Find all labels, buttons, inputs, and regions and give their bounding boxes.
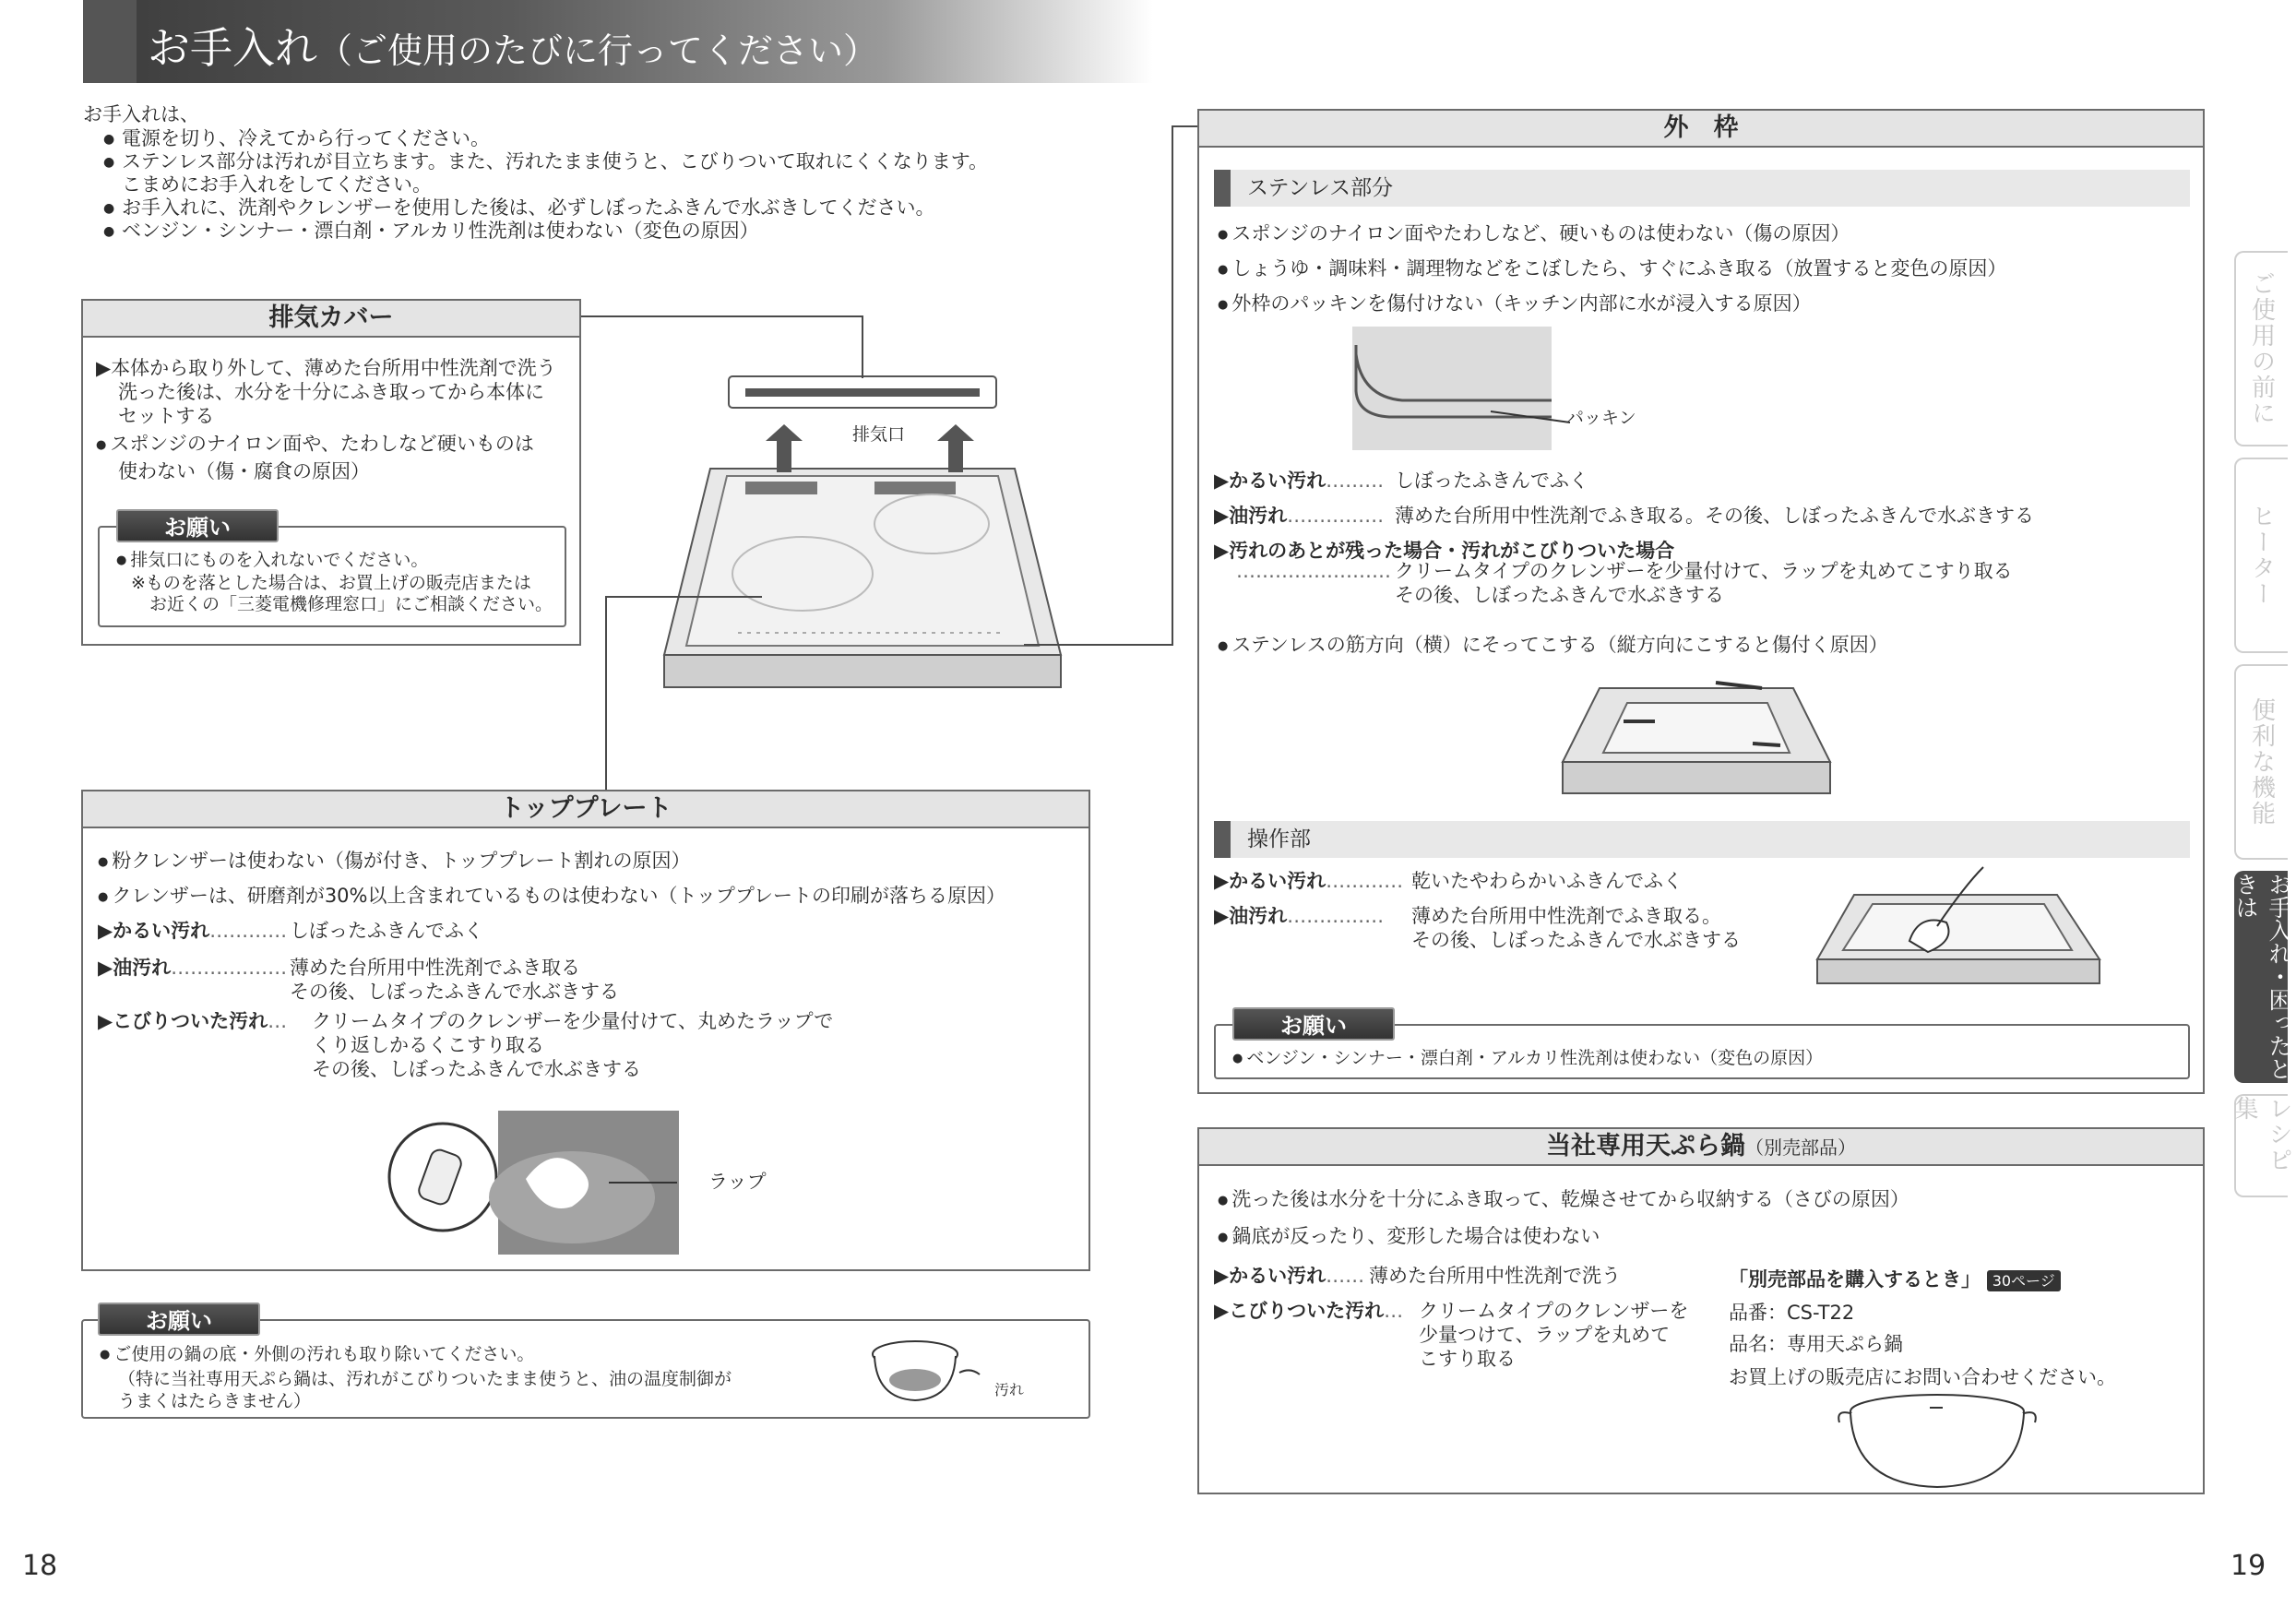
method-label: ▶汚れのあとが残った場合・汚れがこびりついた場合 — [1214, 540, 1675, 562]
page-ref-badge[interactable]: 30ページ — [1987, 1270, 2061, 1291]
leader-line — [605, 596, 762, 598]
method-label: ▶かるい汚れ — [1214, 470, 1326, 492]
onegai-tag: お願い — [116, 509, 279, 542]
onegai-text: うまくはたらきません） — [118, 1391, 312, 1411]
control-wiping-illustration — [1817, 867, 2103, 987]
method-label: ▶かるい汚れ — [98, 920, 210, 942]
tempura-pot-icon — [1832, 1389, 2044, 1493]
leader-line — [581, 315, 863, 317]
method-label: ▶かるい汚れ — [1214, 870, 1326, 892]
bullet-icon — [96, 433, 110, 455]
dots: … — [1384, 1300, 1404, 1322]
method-text: 薄めた台所用中性洗剤でふき取る。その後、しぼったふきんで水ぶきする — [1395, 505, 2034, 527]
onegai-text: 排気口にものを入れないでください。 — [130, 550, 429, 570]
bullet-icon — [100, 1344, 113, 1364]
dirt-label: 汚れ — [994, 1381, 1025, 1398]
dots: ……… — [1326, 470, 1385, 492]
dots: …… — [1326, 1265, 1365, 1287]
method-text: その後、しぼったふきんで水ぶきする — [312, 1058, 641, 1080]
exhaust-cover-section — [81, 299, 581, 646]
section-title: 当社専用天ぷら鍋（別売部品） — [1199, 1129, 2203, 1166]
method-text: クリームタイプのクレンザーを — [1419, 1300, 1689, 1322]
side-tab-features[interactable]: 便利な機能 — [2234, 664, 2288, 860]
page-number-left: 18 — [22, 1550, 58, 1582]
method-text: こすり取る — [1419, 1348, 1516, 1370]
onegai-tag: お願い — [98, 1303, 260, 1336]
step-text: ▶本体から取り外して、薄めた台所用中性洗剤で洗う — [96, 357, 556, 379]
method-text: その後、しぼったふきんで水ぶきする — [1395, 584, 1724, 606]
method-label: ▶油汚れ — [98, 957, 172, 979]
dots: …………… — [1287, 505, 1385, 527]
packing-label: パッキン — [1566, 408, 1636, 428]
method-text: クリームタイプのクレンザーを少量付けて、ラップを丸めてこすり取る — [1395, 560, 2013, 582]
control-subhead: 操作部 — [1214, 821, 2190, 858]
dots: … — [268, 1010, 288, 1032]
part-number: 品番：CS-T22 — [1729, 1302, 1855, 1324]
bullet-icon — [1218, 257, 1231, 280]
bullet-icon — [98, 885, 112, 907]
intro-item: ● 電源を切り、冷えてから行ってください。 — [103, 127, 988, 150]
onegai-text: ※ものを落とした場合は、お買上げの販売店または — [131, 573, 531, 593]
intro-item: ● お手入れに、洗剤やクレンザーを使用した後は、必ずしぼったふきんで水ぶきしてください。 — [103, 196, 988, 220]
method-label: ▶こびりついた汚れ — [98, 1010, 268, 1032]
note-text: 粉クレンザーは使わない（傷が付き、トッププレート割れの原因） — [112, 850, 691, 872]
leader-line — [1172, 125, 1199, 127]
outer-frame-section — [1197, 109, 2205, 1094]
dots: ……………… — [171, 957, 288, 979]
leader-line — [1024, 644, 1173, 646]
bullet-icon — [1218, 222, 1231, 244]
stainless-subhead: ステンレス部分 — [1214, 170, 2190, 207]
method-text: くり返しかるくこすり取る — [312, 1034, 544, 1056]
section-title: 外 枠 — [1199, 111, 2203, 148]
side-tab-heater[interactable]: ヒーター — [2234, 458, 2288, 653]
page-title: お手入れ（ご使用のたびに行ってください） — [148, 23, 879, 73]
topplate-section — [81, 790, 1090, 1271]
method-label: ▶油汚れ — [1214, 905, 1288, 927]
part-name: 品名：専用天ぷら鍋 — [1729, 1333, 1903, 1355]
section-title: 排気カバー — [83, 301, 579, 338]
note-text: 洗った後は水分を十分にふき取って、乾燥させてから収納する（さびの原因） — [1231, 1188, 1909, 1210]
bullet-icon — [1218, 634, 1231, 656]
dots: ………… — [209, 920, 288, 942]
leader-line — [605, 596, 607, 791]
intro-notes — [83, 103, 988, 243]
onegai-tag: お願い — [1232, 1007, 1395, 1041]
method-text: しぼったふきんでふく — [1395, 470, 1588, 492]
method-text: その後、しぼったふきんで水ぶきする — [1411, 929, 1741, 951]
bullet-icon — [1232, 1048, 1246, 1068]
tempura-pot-section — [1197, 1127, 2205, 1494]
bullet-icon — [116, 550, 130, 570]
note-text: ステンレスの筋方向（横）にそってこする（縦方向にこすると傷付く原因） — [1231, 634, 1888, 656]
method-text: クリームタイプのクレンザーを少量付けて、丸めたラップで — [312, 1010, 834, 1032]
step-text: セットする — [118, 405, 215, 427]
method-label: ▶かるい汚れ — [1214, 1265, 1326, 1287]
pot-icon — [863, 1327, 983, 1411]
page-number-right: 19 — [2231, 1550, 2266, 1582]
method-label: ▶油汚れ — [1214, 505, 1288, 527]
method-text: しぼったふきんでふく — [290, 920, 483, 942]
method-text: その後、しぼったふきんで水ぶきする — [290, 981, 619, 1003]
method-text: 少量つけて、ラップを丸めて — [1419, 1324, 1671, 1346]
method-text: 乾いたやわらかいふきんでふく — [1411, 870, 1683, 892]
method-label: ▶こびりついた汚れ — [1214, 1300, 1385, 1322]
onegai-text: ご使用の鍋の底・外側の汚れも取り除いてください。 — [113, 1344, 535, 1364]
onegai-text: ベンジン・シンナー・漂白剤・アルカリ性洗剤は使わない（変色の原因） — [1246, 1048, 1824, 1068]
side-tab-before-use[interactable]: ご使用の前に — [2234, 251, 2288, 446]
bullet-icon — [1218, 1225, 1231, 1247]
note-text: クレンザーは、研磨剤が30%以上含まれているものは使わない（トッププレートの印刷が落ちる原因） — [112, 885, 1006, 907]
intro-item: ● ステンレス部分は汚れが目立ちます。また、汚れたまま使うと、こびりついて取れにくくなります。 — [103, 150, 988, 173]
title-tab-marker — [83, 0, 137, 83]
inquiry-text: お買上げの販売店にお問い合わせください。 — [1729, 1366, 2116, 1388]
page-subtitle: （ご使用のたびに行ってください） — [317, 30, 879, 71]
intro-item-cont: こまめにお手入れをしてください。 — [122, 173, 432, 196]
note-text: 外枠のパッキンを傷付けない（キッチン内部に水が浸入する原因） — [1231, 292, 1812, 315]
note-text: 鍋底が反ったり、変形した場合は使わない — [1231, 1225, 1600, 1247]
leader-line — [1172, 125, 1173, 646]
dots: …………………… — [1236, 560, 1391, 582]
step-text: 洗った後は、水分を十分にふき取ってから本体に — [118, 381, 544, 403]
bullet-icon — [1218, 1188, 1231, 1210]
side-tab-care-troubleshoot[interactable]: お手入れ・困ったときは — [2234, 871, 2288, 1083]
section-subtitle: （別売部品） — [1745, 1136, 1856, 1159]
note-text: 使わない（傷・腐食の原因） — [118, 460, 370, 482]
bullet-icon — [98, 850, 112, 872]
dots: ………… — [1326, 870, 1404, 892]
exhaust-outlet-label: 排気口 — [852, 424, 906, 445]
onegai-text: お近くの「三菱電機修理窓口」にご相談ください。 — [149, 594, 553, 614]
note-text: スポンジのナイロン面や、たわしなど硬いものは — [110, 433, 534, 455]
stainless-grain-illustration — [1563, 679, 1830, 799]
note-text: スポンジのナイロン面やたわしなど、硬いものは使わない（傷の原因） — [1231, 222, 1850, 244]
method-text: 薄めた台所用中性洗剤で洗う — [1369, 1265, 1621, 1287]
bullet-icon — [1218, 292, 1231, 315]
side-tab-recipes[interactable]: レシピ集 — [2234, 1094, 2288, 1197]
wrap-cleaning-illustration — [387, 1105, 683, 1262]
leader-line — [862, 315, 863, 378]
method-text: 薄めた台所用中性洗剤でふき取る。 — [1411, 905, 1721, 927]
note-text: しょうゆ・調味料・調理物などをこぼしたら、すぐにふき取る（放置すると変色の原因） — [1231, 257, 2007, 280]
dots: …………… — [1287, 905, 1385, 927]
onegai-text: （特に当社専用天ぷら鍋は、汚れがこびりついたまま使うと、油の温度制御が — [118, 1369, 732, 1389]
intro-lead: お手入れは、 — [83, 103, 199, 125]
wrap-label: ラップ — [708, 1171, 767, 1193]
method-text: 薄めた台所用中性洗剤でふき取る — [290, 957, 580, 979]
intro-item: ● ベンジン・シンナー・漂白剤・アルカリ性洗剤は使わない（変色の原因） — [103, 220, 988, 243]
packing-illustration — [1352, 327, 1574, 456]
buy-parts-label: 「別売部品を購入するとき」 — [1729, 1268, 1981, 1291]
section-title: トッププレート — [83, 791, 1089, 828]
